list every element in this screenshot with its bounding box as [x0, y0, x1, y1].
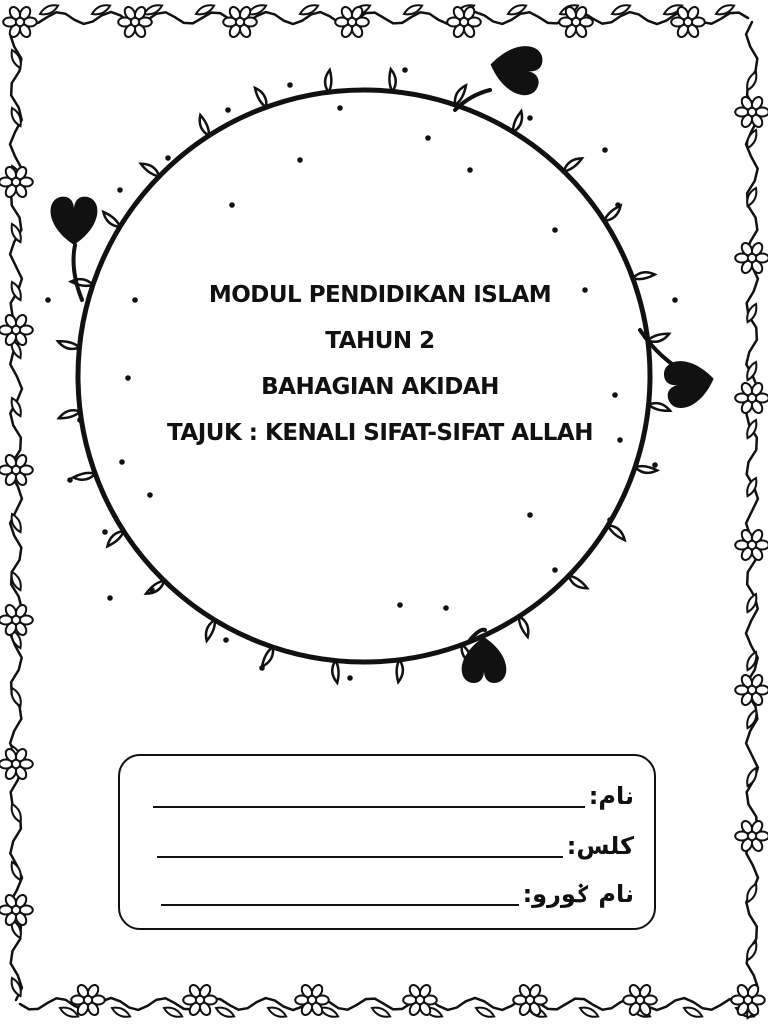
flower-icon: [0, 893, 33, 927]
year-label: TAHUN 2: [325, 328, 435, 354]
leaf-icon: [9, 803, 24, 824]
flower-icon: [71, 983, 105, 1017]
flower-icon: [735, 673, 768, 707]
flower-icon: [0, 603, 33, 637]
flower-icon: [735, 241, 768, 275]
leaf-icon: [9, 687, 24, 708]
leaf-icon: [744, 883, 759, 904]
class-field[interactable]: [157, 826, 634, 866]
section-label: BAHAGIAN AKIDAH: [261, 374, 499, 400]
teacher-write-line[interactable]: [161, 904, 519, 906]
flower-icon: [735, 819, 768, 853]
cover-title: [70, 272, 690, 456]
heart-flower-icon: [486, 40, 544, 97]
module-title: MODUL PENDIDIKAN ISLAM: [208, 282, 552, 308]
name-field[interactable]: [153, 776, 634, 816]
flower-icon: [3, 5, 37, 39]
flower-icon: [0, 747, 33, 781]
teacher-field[interactable]: [161, 874, 634, 914]
flower-icon: [735, 381, 768, 415]
flower-icon: [0, 165, 33, 199]
heart-flower-icon: [51, 197, 98, 245]
topic-label: TAJUK : KENALI SIFAT-SIFAT ALLAH: [167, 420, 593, 446]
student-info-box: [118, 754, 656, 930]
flower-icon: [735, 95, 768, 129]
teacher-name-label: نام ݢورو:: [522, 880, 634, 908]
class-write-line[interactable]: [157, 856, 563, 858]
flower-icon: [183, 983, 217, 1017]
name-label: نام:: [588, 782, 634, 810]
name-write-line[interactable]: [153, 806, 585, 808]
flower-icon: [735, 528, 768, 562]
leaf-icon: [744, 71, 759, 92]
flower-icon: [0, 313, 33, 347]
class-label: كلس:: [566, 832, 634, 860]
flower-icon: [0, 453, 33, 487]
